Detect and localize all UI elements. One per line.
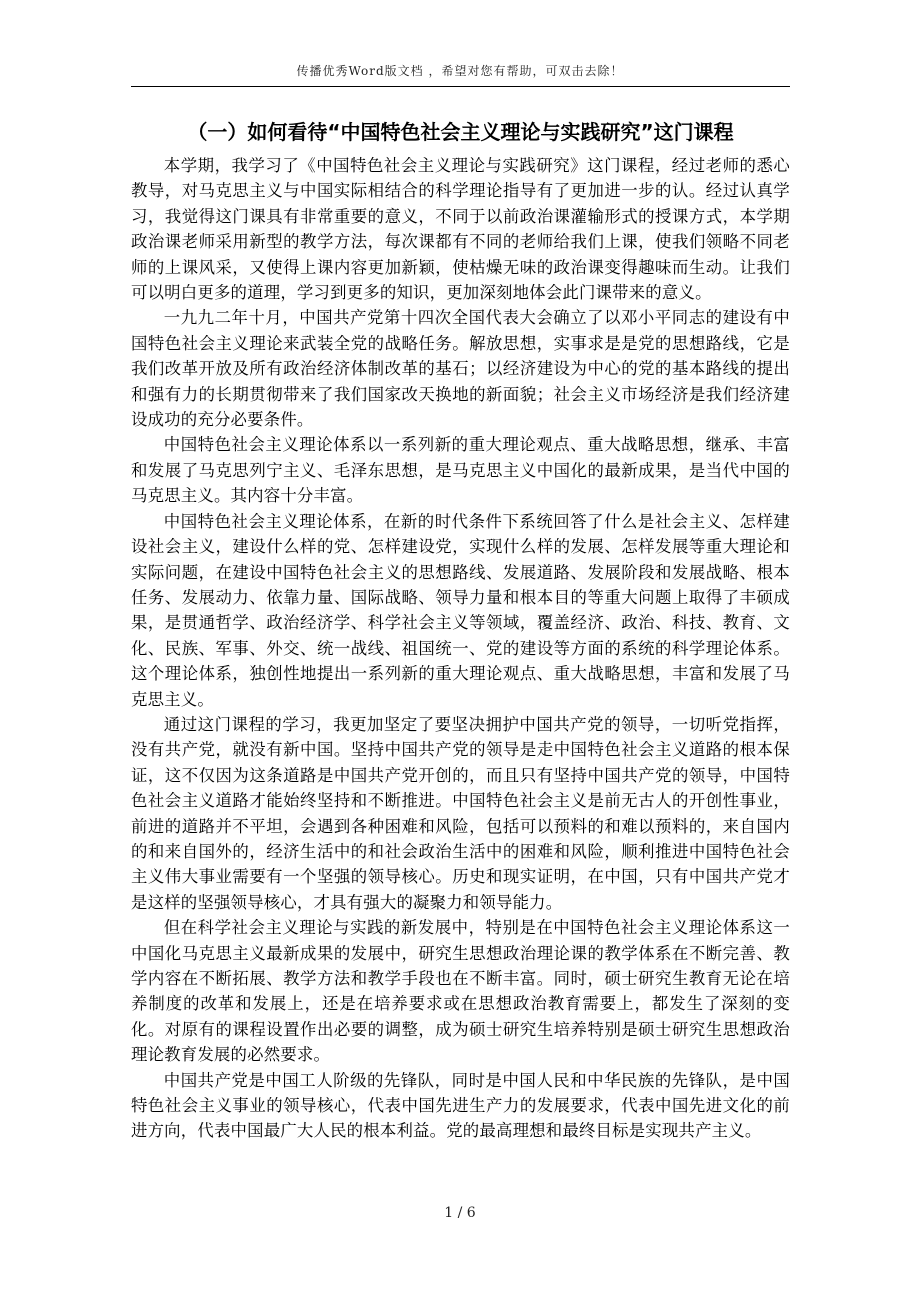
paragraph-3: 中国特色社会主义理论体系以一系列新的重大理论观点、重大战略思想，继承、丰富和发展了马克思列宁主义、毛泽东思想，是马克思主义中国化的最新成果，是当代中国的马克思主义。其内容十分丰富。 <box>131 435 790 506</box>
paragraph-7: 中国共产党是中国工人阶级的先锋队，同时是中国人民和中华民族的先锋队，是中国特色社会主义事业的领导核心，代表中国先进生产力的发展要求，代表中国先进文化的前进方向，代表中国最广大人民的根本利益。党的最高理想和最终目标是实现共产主义。 <box>131 1070 790 1141</box>
header-note: 传播优秀Word版文档 ，希望对您有帮助，可双击去除！ <box>296 64 624 78</box>
paragraph-2: 一九九二年十月，中国共产党第十四次全国代表大会确立了以邓小平同志的建设有中国特色社会主义理论来武装全党的战略任务。解放思想，实事求是是党的思想路线，它是我们改革开放及所有政治经济体制改革的基石；以经济建设为中心的党的基本路线的提出和强有力的长期贯彻带来了我们国家改天换地的新面貌；社会主义市场经济是我们经济建设成功的充分必要条件。 <box>131 308 790 430</box>
paragraph-1: 本学期，我学习了《中国特色社会主义理论与实践研究》这门课程，经过老师的悉心教导，对马克思主义与中国实际相结合的科学理论指导有了更加进一步的认。经过认真学习，我觉得这门课具有非常重要的意义，不同于以前政治课灌输形式的授课方式，本学期政治课老师采用新型的教学方法，每次课都有不同的老师给我们上课，使我们领略不同老师的上课风采，又使得上课内容更加新颖，使枯燥无味的政治课变得趣味而生动。让我们可以明白更多的道理，学习到更多的知识，更加深刻地体会此门课带来的意义。 <box>131 156 790 303</box>
paragraph-4: 中国特色社会主义理论体系，在新的时代条件下系统回答了什么是社会主义、怎样建设社会主义，建设什么样的党、怎样建设党，实现什么样的发展、怎样发展等重大理论和实际问题，在建设中国特色社会主义的思想路线、发展道路、发展阶段和发展战略、根本任务、发展动力、依靠力量、国际战略、领导力量和根本目的等重大问题上取得了丰硕成果，是贯通哲学、政治经济学、科学社会主义等领域，覆盖经济、政治、科技、教育、文化、民族、军事、外交、统一战线、祖国统一、党的建设等方面的系统的科学理论体系。这个理论体系，独创性地提出一系列新的重大理论观点、重大战略思想，丰富和发展了马克思主义。 <box>131 511 790 709</box>
paragraph-5: 通过这门课程的学习，我更加坚定了要坚决拥护中国共产党的领导，一切听党指挥，没有共产党，就没有新中国。坚持中国共产党的领导是走中国特色社会主义道路的根本保证，这不仅因为这条道路是中国共产党开创的，而且只有坚持中国共产党的领导，中国特色社会主义道路才能始终坚持和不断推进。中国特色社会主义是前无古人的开创性事业，前进的道路并不平坦，会遇到各种困难和风险，包括可以预料的和难以预料的，来自国内的和来自国外的，经济生活中的和社会政治生活中的困难和风险，顺利推进中国特色社会主义伟大事业需要有一个坚强的领导核心。历史和现实证明，在中国，只有中国共产党才是这样的坚强领导核心，才具有强大的凝聚力和领导能力。 <box>131 714 790 912</box>
header-divider <box>131 86 790 87</box>
paragraph-6: 但在科学社会主义理论与实践的新发展中，特别是在中国特色社会主义理论体系这一中国化马克思主义最新成果的发展中，研究生思想政治理论课的教学体系在不断完善、教学内容在不断拓展、教学方法和教学手段也在不断丰富。同时，硕士研究生教育无论在培养制度的改革和发展上，还是在培养要求或在思想政治教育需要上，都发生了深刻的变化。对原有的课程设置作出必要的调整，成为硕士研究生培养特别是硕士研究生思想政治理论教育发展的必然要求。 <box>131 918 790 1065</box>
document-title: （一）如何看待“中国特色社会主义理论与实践研究”这门课程 <box>187 120 734 144</box>
page-number: 1 / 6 <box>444 1205 476 1221</box>
document-body <box>131 153 790 1144</box>
